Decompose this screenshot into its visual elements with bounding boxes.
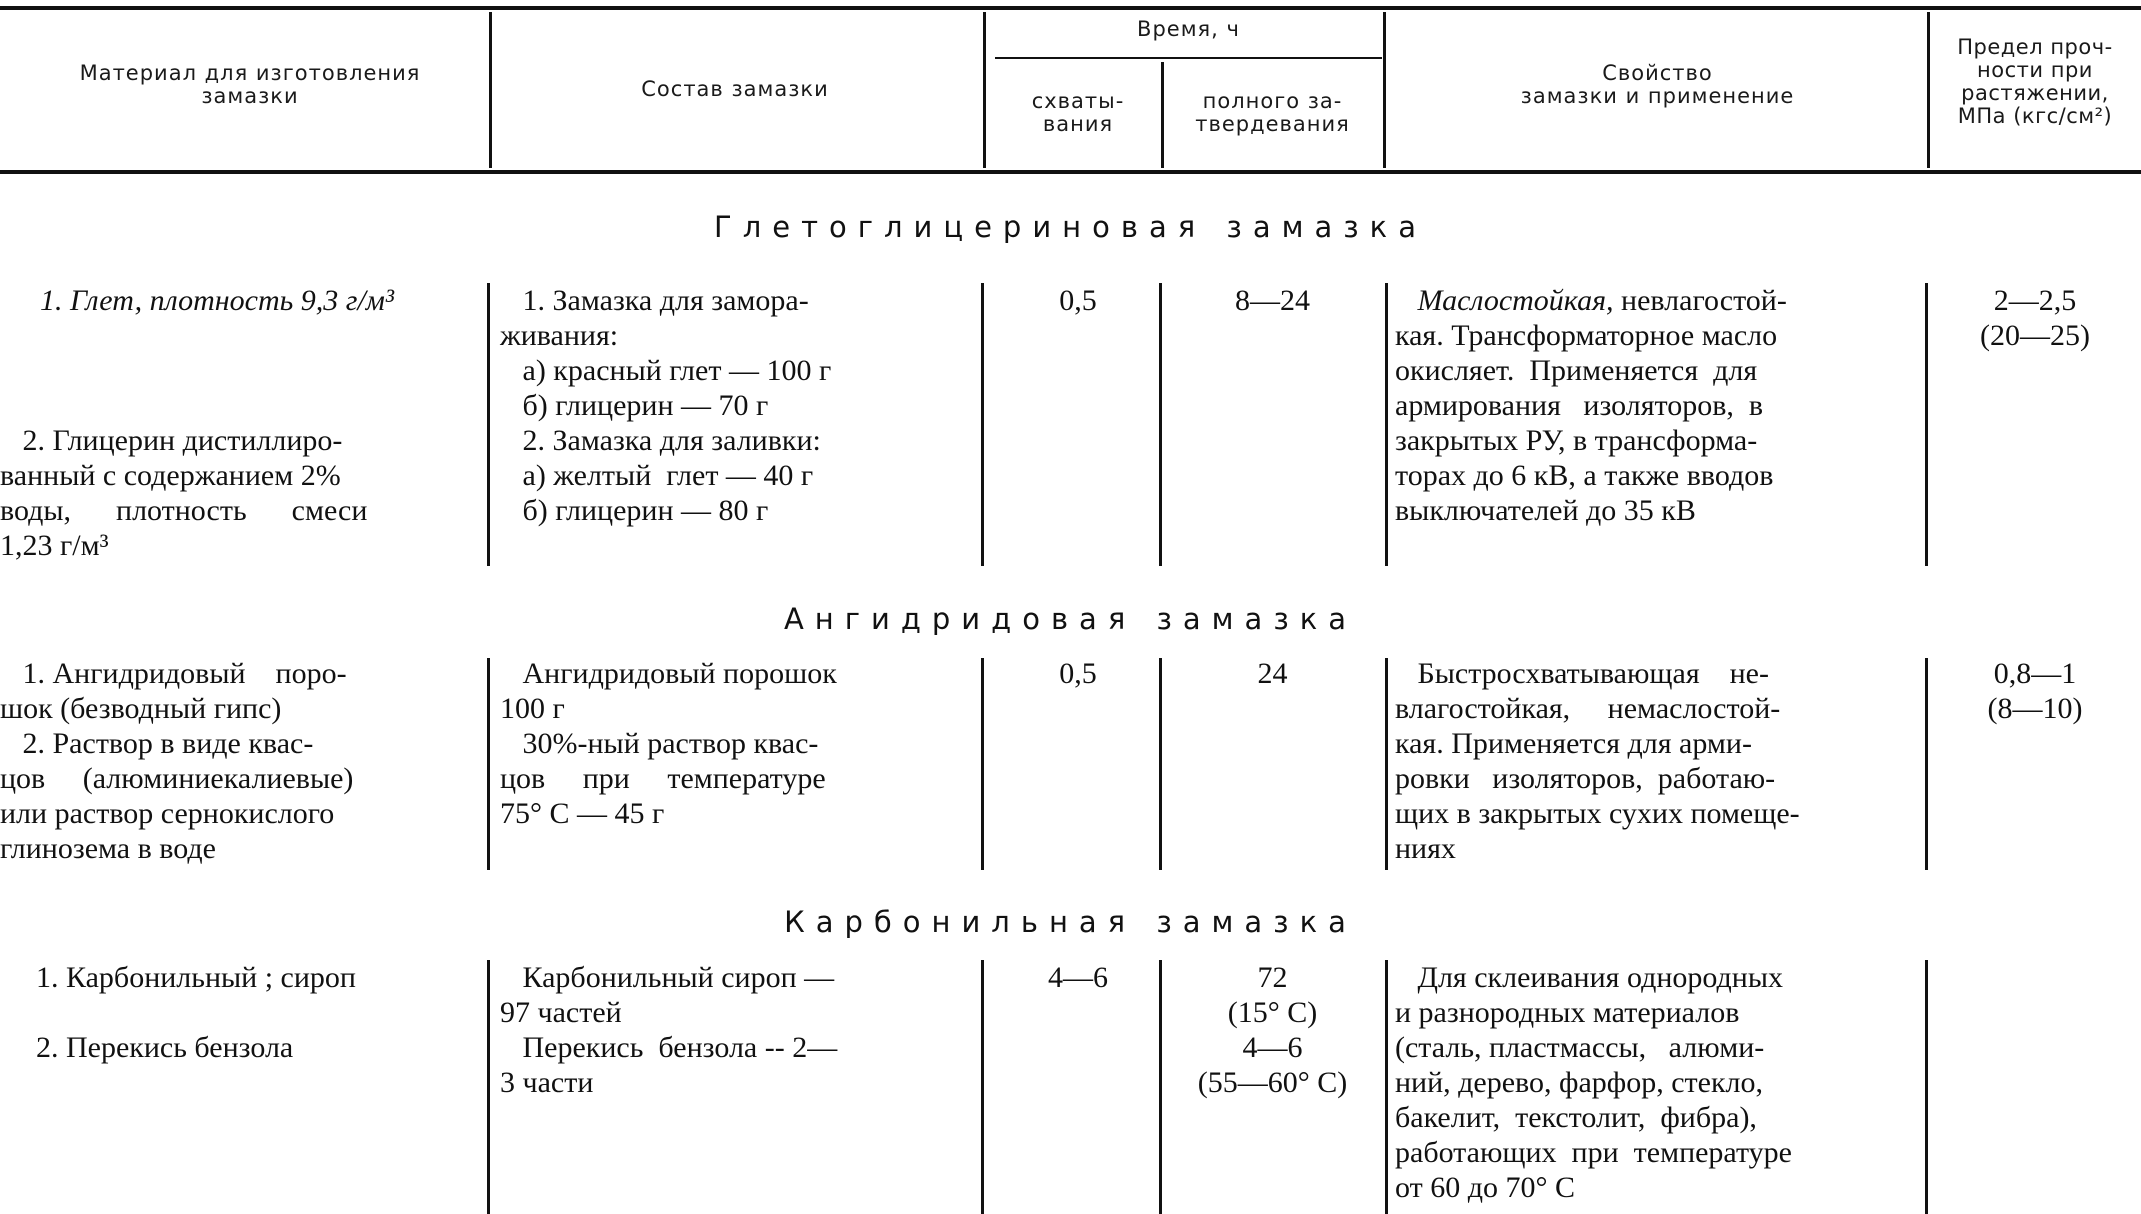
anhydride-strength: 0,8—1 (8—10) <box>1987 657 2083 725</box>
body-divider-3 <box>1159 283 1162 566</box>
body-divider-7 <box>981 658 984 870</box>
gleto-property: Маслостойкая, невлагостой- кая. Трансформаторное масло окисляет. Применяется для армирования изоляторов, в закрытых РУ, в трансформа- торах до 6 кВ, а также вводов выключателей до 35 кВ <box>1395 284 1787 527</box>
anhydride-material: 1. Ангидридовый поро- шок (безводный гипс) 2. Раствор в виде квас- цов (алюминиекалиевые) или раствор сернокислого глинозема в воде <box>0 657 354 865</box>
header-divider-2 <box>983 12 986 168</box>
gleto-composition: 1. Замазка для замора- живания: а) красный глет — 100 г б) глицерин — 70 г 2. Замазка для заливки: а) желтый глет — 40 г б) глицерин — 80 г <box>500 284 832 527</box>
anhydride-setting: 0,5 <box>1059 657 1097 690</box>
section-title-anhydride: Ангидридовая замазка <box>783 602 1358 636</box>
body-divider-6 <box>487 658 490 870</box>
gleto-strength: 2—2,5 (20—25) <box>1980 284 2090 352</box>
body-divider-9 <box>1385 658 1388 870</box>
body-divider-11 <box>487 960 490 1214</box>
body-divider-1 <box>487 283 490 566</box>
body-divider-12 <box>981 960 984 1214</box>
carbonyl-setting: 4—6 <box>1048 961 1108 994</box>
anhydride-property: Быстросхватывающая не- влагостойкая, немаслостой- кая. Применяется для арми- ровки изоляторов, работаю- щих в закрытых сухих помеще- ниях <box>1395 657 1800 865</box>
carbonyl-material-1: 1. Карбонильный ; сироп <box>36 961 356 994</box>
header-divider-1 <box>489 12 492 168</box>
gleto-hardening: 8—24 <box>1235 284 1310 317</box>
time-subheader-rule <box>995 57 1382 59</box>
body-divider-10 <box>1925 658 1928 870</box>
header-divider-4 <box>1383 12 1386 168</box>
carbonyl-composition: Карбонильный сироп — 97 частей Перекись бензола -- 2— 3 части <box>500 961 838 1099</box>
body-divider-15 <box>1925 960 1928 1214</box>
anhydride-composition: Ангидридовый порошок 100 г 30%-ный раствор квас- цов при температуре 75° С — 45 г <box>500 657 837 830</box>
carbonyl-property: Для склеивания однородных и разнородных материалов (сталь, пластмассы, алюми- ний, дерево, фарфор, стекло, бакелит, текстолит, фибра), работающих при температуре от 60 до 70° С <box>1395 961 1793 1204</box>
table-top-rule <box>0 6 2141 10</box>
body-divider-2 <box>981 283 984 566</box>
gleto-material-1 <box>40 283 480 318</box>
carbonyl-hardening: 72 (15° С) 4—6 (55—60° С) <box>1197 961 1348 1099</box>
body-divider-14 <box>1385 960 1388 1214</box>
header-bottom-rule <box>0 170 2141 174</box>
body-divider-4 <box>1385 283 1388 566</box>
section-title-gleto: Глетоглицериновая замазка <box>714 210 1427 244</box>
header-time: Время, ч <box>1137 17 1240 41</box>
anhydride-hardening: 24 <box>1257 657 1288 690</box>
header-setting: схваты- вания <box>1031 89 1125 136</box>
gleto-setting: 0,5 <box>1059 284 1097 317</box>
gleto-property-lead: Маслостойкая, <box>1417 284 1614 317</box>
header-divider-3 <box>1161 62 1164 168</box>
header-material: Материал для изготовления замазки <box>79 61 421 108</box>
header-full-hardening: полного за- твердевания <box>1195 89 1350 136</box>
body-divider-5 <box>1925 283 1928 566</box>
gleto-material-1-text: 1. Глет, плотность 9,3 г/м³ <box>40 284 394 317</box>
header-composition: Состав замазки <box>641 77 829 101</box>
header-strength: Предел проч- ности при растяжении, МПа (кгс/см²) <box>1957 35 2113 128</box>
carbonyl-material-2: 2. Перекись бензола <box>36 1031 294 1064</box>
header-divider-5 <box>1927 12 1930 168</box>
body-divider-13 <box>1159 960 1162 1214</box>
section-title-carbonyl: Карбонильная замазка <box>784 905 1357 939</box>
gleto-material-2: 2. Глицерин дистиллиро- ванный с содержанием 2% воды, плотность смеси 1,23 г/м³ <box>0 424 368 562</box>
header-property: Свойство замазки и применение <box>1520 61 1795 108</box>
